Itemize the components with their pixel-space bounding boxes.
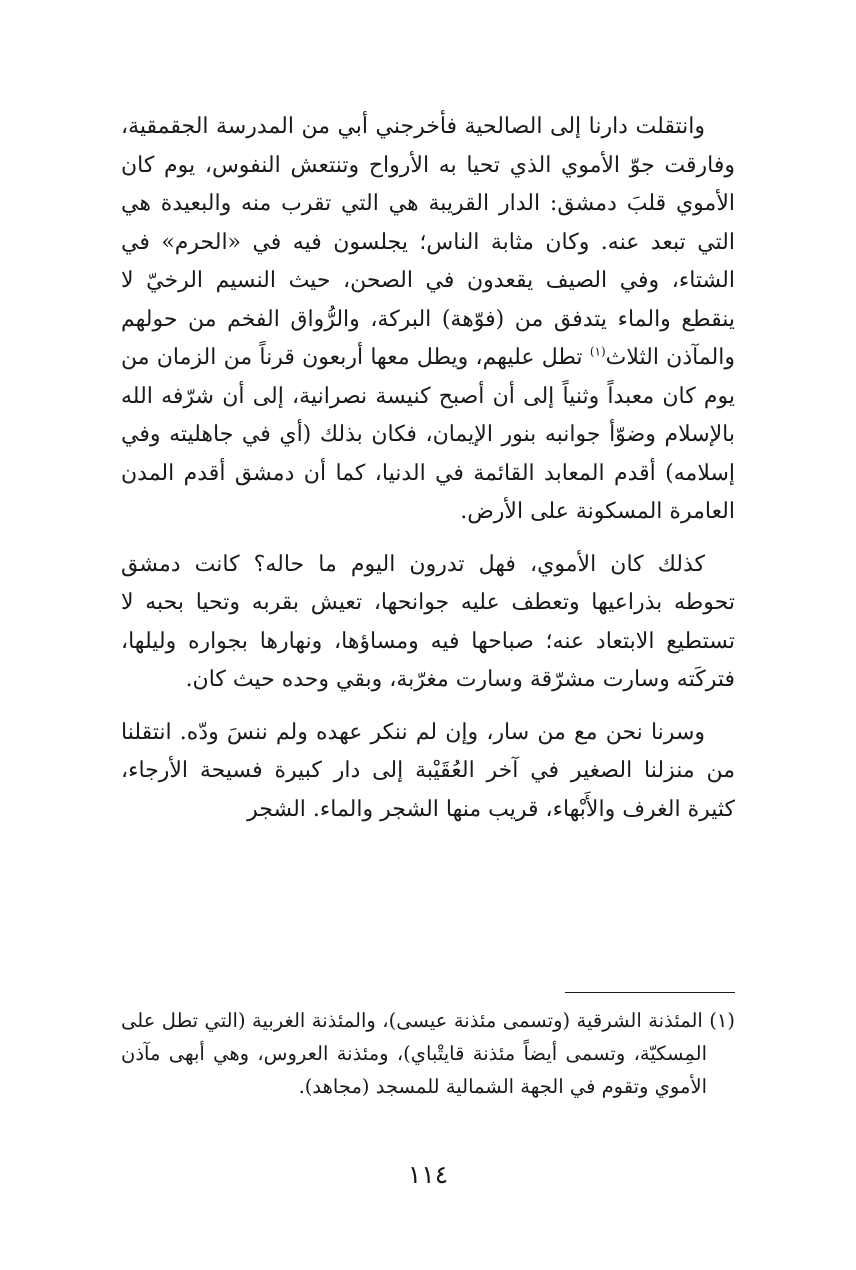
- footnote-text: (١) المئذنة الشرقية (وتسمى مئذنة عيسى)، والمئذنة الغربية (التي تطل على المِسكيّة، وتسمى أيضاً مئذنة قايتْباي)، ومئذنة العروس، وهي أبهى مآذن الأموي وتقوم في الجهة الشمالية للمسجد (مجاهد).: [121, 1009, 735, 1098]
- paragraph-3: وسرنا نحن مع من سار، وإن لم ننكر عهده ولم ننسَ ودّه. انتقلنا من منزلنا الصغير في آخر العُقَيْبة إلى دار كبيرة فسيحة الأرجاء، كثيرة الغرف والأَبْهاء، قريب منها الشجر والماء. الشجر: [121, 719, 735, 822]
- paragraph-1-text: وانتقلت دارنا إلى الصالحية فأخرجني أبي من المدرسة الجقمقية، وفارقت جوّ الأموي الذي تحيا به الأرواح وتنتعش النفوس، يوم كان الأموي قلبَ دمشق: الدار القريبة هي التي تقرب منه والبعيدة هي التي تبعد عنه. وكان مثابة الناس؛ يجلسون فيه في «الحرم» في الشتاء، وفي الصيف يقعدون في الصحن، حيث النسيم الرخيّ لا ينقطع والماء يتدفق من (فوّهة) البركة، والرُّواق الفخم من حولهم والمآذن الثلاث: [121, 114, 735, 370]
- page-number: ١١٤: [407, 1160, 449, 1189]
- paragraph-1-continuation: تطل عليهم، ويطل معها أربعون قرناً من الزمان من يوم كان معبداً وثنياً إلى أن أصبح كنيسة نصرانية، إلى أن شرّفه الله بالإسلام وضوّأ جوانبه بنور الإيمان، فكان بذلك (أي في جاهليته وفي إسلامه) أقدم المعابد القائمة في الدنيا، كما أن دمشق أقدم المدن العامرة المسكونة على الأرض.: [121, 345, 735, 524]
- footnote-divider: [565, 992, 735, 993]
- footnote: [121, 1004, 735, 1103]
- main-text: [121, 108, 735, 829]
- paragraph-1: [121, 108, 735, 532]
- footnote-reference: (١): [589, 344, 606, 359]
- paragraph-2: كذلك كان الأموي، فهل تدرون اليوم ما حاله؟ كانت دمشق تحوطه بذراعيها وتعطف عليه جوانحها، تعيش بقربه وتحيا بحبه لا تستطيع الابتعاد عنه؛ صباحها فيه ومساؤها، ونهارها بجواره وليلها، فتركَته وسارت مشرّقة وسارت مغرّبة، وبقي وحده حيث كان.: [121, 551, 735, 692]
